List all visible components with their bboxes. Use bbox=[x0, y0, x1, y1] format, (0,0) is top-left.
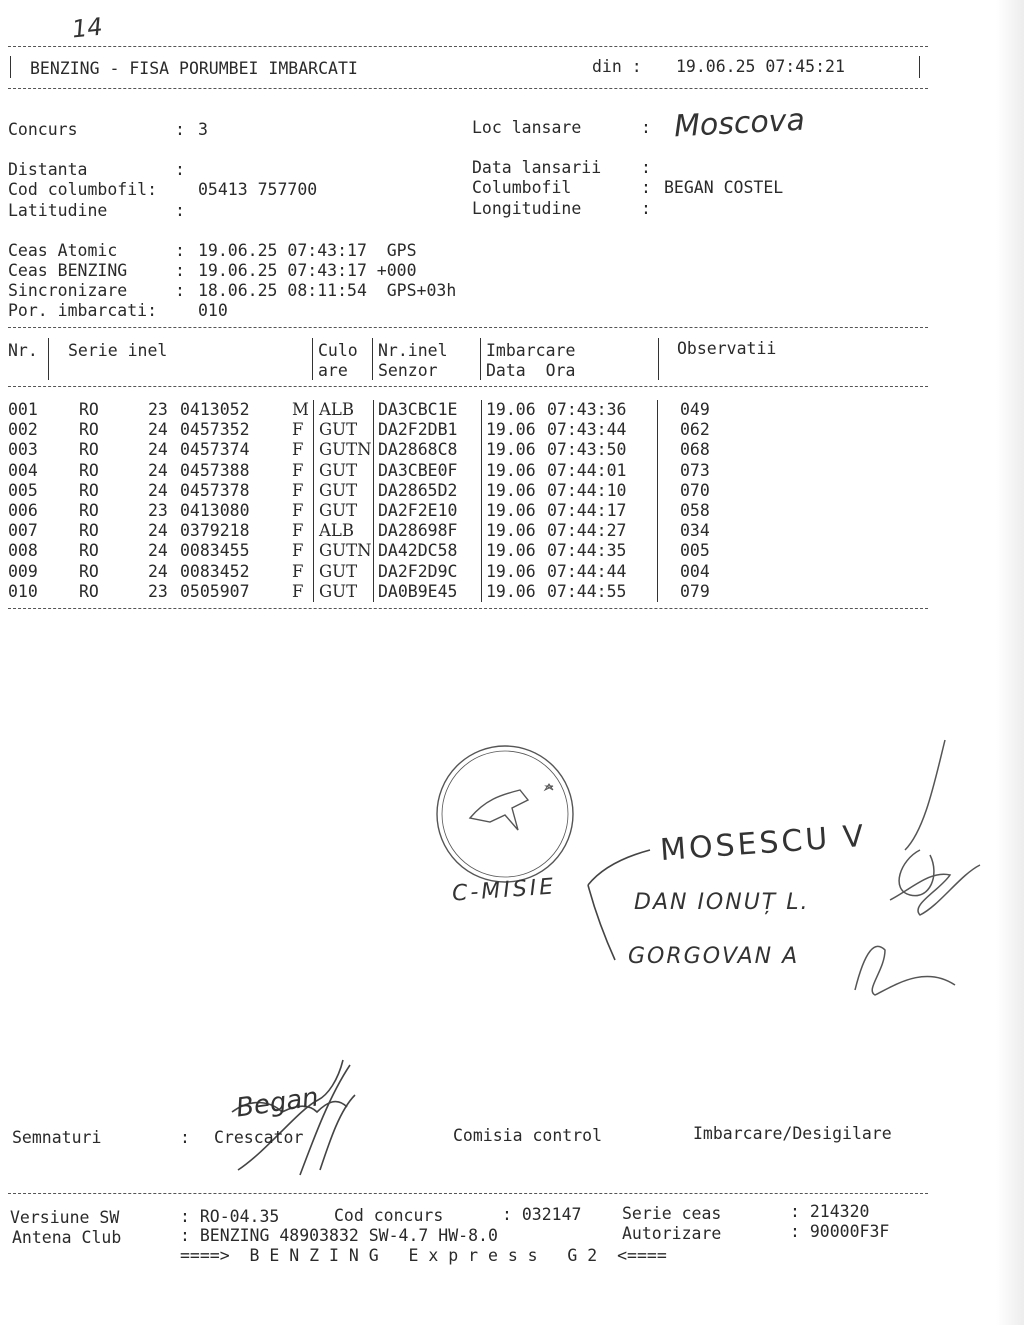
commission-note: C-MISIE bbox=[451, 874, 557, 907]
cell-inel: 0083455 bbox=[180, 541, 250, 561]
cell-ora: 07:44:01 bbox=[547, 460, 627, 480]
versiune-sw-value: : RO-04.35 bbox=[180, 1207, 280, 1226]
cell-nr: 005 bbox=[8, 480, 38, 500]
page-number: 14 bbox=[70, 12, 104, 44]
cell-an: 24 bbox=[148, 561, 168, 581]
latitudine-label: Latitudine bbox=[8, 201, 108, 220]
cell-obs: 062 bbox=[680, 420, 710, 440]
cell-culoare: GUTN bbox=[319, 541, 372, 561]
cell-obs: 068 bbox=[680, 440, 710, 460]
cell-inel: 0413052 bbox=[180, 400, 250, 419]
columbofil-label: Columbofil bbox=[472, 178, 572, 197]
ceas-benzing-label: Ceas BENZING bbox=[8, 261, 128, 280]
cell-sex: F bbox=[292, 440, 304, 460]
cell-data: 19.06 bbox=[486, 541, 536, 561]
cell-sex: F bbox=[292, 480, 304, 500]
col-senzor-header-1: Nr.inel bbox=[378, 341, 448, 360]
cell-inel: 0413080 bbox=[180, 501, 250, 520]
cell-ora: 07:44:27 bbox=[547, 521, 627, 541]
cell-senzor: DA2865D2 bbox=[378, 480, 458, 500]
concurs-value: 3 bbox=[198, 120, 208, 139]
distanta-colon: : bbox=[175, 160, 185, 179]
concurs-colon: : bbox=[175, 120, 185, 139]
cell-tara: RO bbox=[79, 440, 99, 460]
cell-data: 19.06 bbox=[486, 460, 536, 480]
concurs-label: Concurs bbox=[8, 120, 78, 139]
cod-concurs-label: Cod concurs bbox=[334, 1206, 444, 1225]
cell-tara: RO bbox=[79, 541, 99, 561]
semnaturi-colon: : bbox=[180, 1128, 190, 1147]
cell-an: 24 bbox=[148, 460, 168, 480]
cell-an: 24 bbox=[148, 440, 168, 460]
serie-ceas-label: Serie ceas bbox=[622, 1204, 722, 1223]
din-label: din : bbox=[592, 57, 642, 76]
benzing-express-banner: ====> B E N Z I N G E x p r e s s G 2 <==== bbox=[180, 1246, 667, 1265]
cell-sex: F bbox=[292, 541, 304, 561]
cell-inel: 0457388 bbox=[180, 460, 250, 480]
comisia-control-label: Comisia control bbox=[453, 1126, 603, 1145]
loc-lansare-handwritten: Moscova bbox=[673, 102, 806, 145]
cell-tara: RO bbox=[79, 480, 99, 500]
cell-tara: RO bbox=[79, 561, 99, 581]
cell-tara: RO bbox=[79, 420, 99, 440]
imbarcare-desigilare-label: Imbarcare/Desigilare bbox=[693, 1124, 892, 1143]
cell-ora: 07:44:17 bbox=[547, 501, 627, 520]
cell-culoare: GUTN bbox=[319, 440, 372, 460]
cell-data: 19.06 bbox=[486, 400, 536, 419]
col-nr-header: Nr. bbox=[8, 341, 38, 360]
autorizare-label: Autorizare bbox=[622, 1224, 722, 1243]
columbofil-colon: : bbox=[641, 178, 651, 197]
cell-culoare: GUT bbox=[319, 460, 358, 480]
cell-data: 19.06 bbox=[486, 440, 536, 460]
longitudine-colon: : bbox=[641, 199, 651, 218]
cell-senzor: DA3CBE0F bbox=[378, 460, 458, 480]
commission-member-2: DAN IONUȚ L. bbox=[634, 890, 810, 915]
cell-nr: 009 bbox=[8, 561, 38, 581]
cell-sex: M bbox=[292, 400, 309, 419]
crescator-label: Crescator bbox=[214, 1128, 304, 1147]
cell-nr: 007 bbox=[8, 521, 38, 541]
cell-obs: 049 bbox=[680, 400, 710, 419]
cell-senzor: DA0B9E45 bbox=[378, 581, 458, 601]
semnaturi-label: Semnaturi bbox=[12, 1128, 102, 1147]
report-title: BENZING - FISA PORUMBEI IMBARCATI bbox=[30, 59, 358, 78]
cell-inel: 0457374 bbox=[180, 440, 250, 460]
cell-senzor: DA3CBC1E bbox=[378, 400, 458, 419]
col-serie-header: Serie inel bbox=[68, 341, 168, 360]
ceas-atomic-colon: : bbox=[175, 241, 185, 260]
cell-inel: 0083452 bbox=[180, 561, 250, 581]
loc-lansare-label: Loc lansare bbox=[472, 118, 582, 137]
cell-ora: 07:43:50 bbox=[547, 440, 627, 460]
club-stamp bbox=[437, 746, 573, 882]
cell-sex: F bbox=[292, 420, 304, 440]
ceas-benzing-value: 19.06.25 07:43:17 +000 bbox=[198, 261, 417, 280]
ceas-benzing-colon: : bbox=[175, 261, 185, 280]
cell-nr: 002 bbox=[8, 420, 38, 440]
cell-inel: 0457352 bbox=[180, 420, 250, 440]
cell-sex: F bbox=[292, 521, 304, 541]
columbofil-value: BEGAN COSTEL bbox=[664, 178, 784, 197]
cell-culoare: GUT bbox=[319, 480, 358, 500]
cod-columbofil-label: Cod columbofil: bbox=[8, 180, 158, 199]
sincronizare-label: Sincronizare bbox=[8, 281, 128, 300]
cell-culoare: GUT bbox=[319, 581, 358, 601]
cell-an: 24 bbox=[148, 521, 168, 541]
por-imbarcati-value: 010 bbox=[198, 301, 228, 320]
longitudine-label: Longitudine bbox=[472, 199, 582, 218]
data-lansarii-label: Data lansarii bbox=[472, 158, 602, 177]
cell-culoare: GUT bbox=[319, 420, 358, 440]
cell-obs: 058 bbox=[680, 501, 710, 520]
cell-senzor: DA2868C8 bbox=[378, 440, 458, 460]
cell-data: 19.06 bbox=[486, 561, 536, 581]
commission-member-1: MOSESCU V bbox=[659, 818, 868, 869]
cell-senzor: DA28698F bbox=[378, 521, 458, 541]
cell-inel: 0379218 bbox=[180, 521, 250, 541]
cell-culoare: GUT bbox=[319, 561, 358, 581]
cell-an: 23 bbox=[148, 400, 168, 419]
cell-nr: 008 bbox=[8, 541, 38, 561]
cell-inel: 0505907 bbox=[180, 581, 250, 601]
cell-obs: 079 bbox=[680, 581, 710, 601]
cell-senzor: DA2F2E10 bbox=[378, 501, 458, 520]
cell-nr: 010 bbox=[8, 581, 38, 601]
data-lansarii-colon: : bbox=[641, 158, 651, 177]
footer-rule bbox=[8, 1193, 928, 1194]
antena-club-value: : BENZING 48903832 SW-4.7 HW-8.0 bbox=[180, 1226, 498, 1245]
autorizare-value: : 90000F3F bbox=[790, 1222, 890, 1241]
col-culoare-header-1: Culo bbox=[318, 341, 358, 360]
cell-obs: 034 bbox=[680, 521, 710, 541]
versiune-sw-label: Versiune SW bbox=[10, 1208, 120, 1227]
cell-tara: RO bbox=[79, 460, 99, 480]
cell-obs: 004 bbox=[680, 561, 710, 581]
cell-sex: F bbox=[292, 561, 304, 581]
por-imbarcati-label: Por. imbarcati: bbox=[8, 301, 158, 320]
loc-lansare-colon: : bbox=[641, 118, 651, 137]
col-imbarcare-header-1: Imbarcare bbox=[486, 341, 576, 360]
cell-ora: 07:44:10 bbox=[547, 480, 627, 500]
cell-inel: 0457378 bbox=[180, 480, 250, 500]
cell-sex: F bbox=[292, 460, 304, 480]
antena-club-label: Antena Club bbox=[12, 1228, 122, 1247]
cell-tara: RO bbox=[79, 501, 99, 520]
sincronizare-value: 18.06.25 08:11:54 GPS+03h bbox=[198, 281, 457, 300]
serie-ceas-value: : 214320 bbox=[790, 1202, 870, 1221]
cell-obs: 073 bbox=[680, 460, 710, 480]
cell-senzor: DA42DC58 bbox=[378, 541, 458, 561]
col-senzor-header-2: Senzor bbox=[378, 361, 438, 380]
cell-senzor: DA2F2D9C bbox=[378, 561, 458, 581]
commission-member-3: GORGOVAN A bbox=[628, 944, 800, 969]
cell-tara: RO bbox=[79, 400, 99, 419]
latitudine-colon: : bbox=[175, 201, 185, 220]
commission-signatures bbox=[855, 740, 980, 995]
cell-nr: 001 bbox=[8, 400, 38, 419]
cell-obs: 070 bbox=[680, 480, 710, 500]
cell-senzor: DA2F2DB1 bbox=[378, 420, 458, 440]
cell-culoare: GUT bbox=[319, 501, 358, 520]
cell-nr: 004 bbox=[8, 460, 38, 480]
cell-an: 24 bbox=[148, 480, 168, 500]
cell-tara: RO bbox=[79, 581, 99, 601]
cell-culoare: ALB bbox=[319, 400, 354, 419]
din-value: 19.06.25 07:45:21 bbox=[676, 57, 845, 76]
ceas-atomic-value: 19.06.25 07:43:17 GPS bbox=[198, 241, 417, 260]
cell-an: 23 bbox=[148, 581, 168, 601]
cell-ora: 07:44:55 bbox=[547, 581, 627, 601]
cod-concurs-value: : 032147 bbox=[502, 1205, 582, 1224]
sincronizare-colon: : bbox=[175, 281, 185, 300]
cell-data: 19.06 bbox=[486, 501, 536, 520]
cell-ora: 07:43:44 bbox=[547, 420, 627, 440]
ceas-atomic-label: Ceas Atomic bbox=[8, 241, 118, 260]
cell-data: 19.06 bbox=[486, 581, 536, 601]
cell-ora: 07:44:35 bbox=[547, 541, 627, 561]
cell-sex: F bbox=[292, 581, 304, 601]
cell-nr: 006 bbox=[8, 501, 38, 520]
col-imbarcare-header-2: Data Ora bbox=[486, 361, 576, 380]
cell-an: 24 bbox=[148, 420, 168, 440]
distanta-label: Distanta bbox=[8, 160, 88, 179]
cell-an: 23 bbox=[148, 501, 168, 520]
cell-ora: 07:43:36 bbox=[547, 400, 627, 419]
cell-culoare: ALB bbox=[319, 521, 354, 541]
col-culoare-header-2: are bbox=[318, 361, 348, 380]
cell-obs: 005 bbox=[680, 541, 710, 561]
cell-tara: RO bbox=[79, 521, 99, 541]
cell-data: 19.06 bbox=[486, 420, 536, 440]
cell-an: 24 bbox=[148, 541, 168, 561]
crescator-handwritten-signature: Began bbox=[234, 1082, 321, 1124]
col-observatii-header: Observatii bbox=[677, 339, 777, 358]
cell-nr: 003 bbox=[8, 440, 38, 460]
cell-sex: F bbox=[292, 501, 304, 520]
cell-data: 19.06 bbox=[486, 521, 536, 541]
cod-columbofil-value: 05413 757700 bbox=[198, 180, 318, 199]
cell-data: 19.06 bbox=[486, 480, 536, 500]
cell-ora: 07:44:44 bbox=[547, 561, 627, 581]
